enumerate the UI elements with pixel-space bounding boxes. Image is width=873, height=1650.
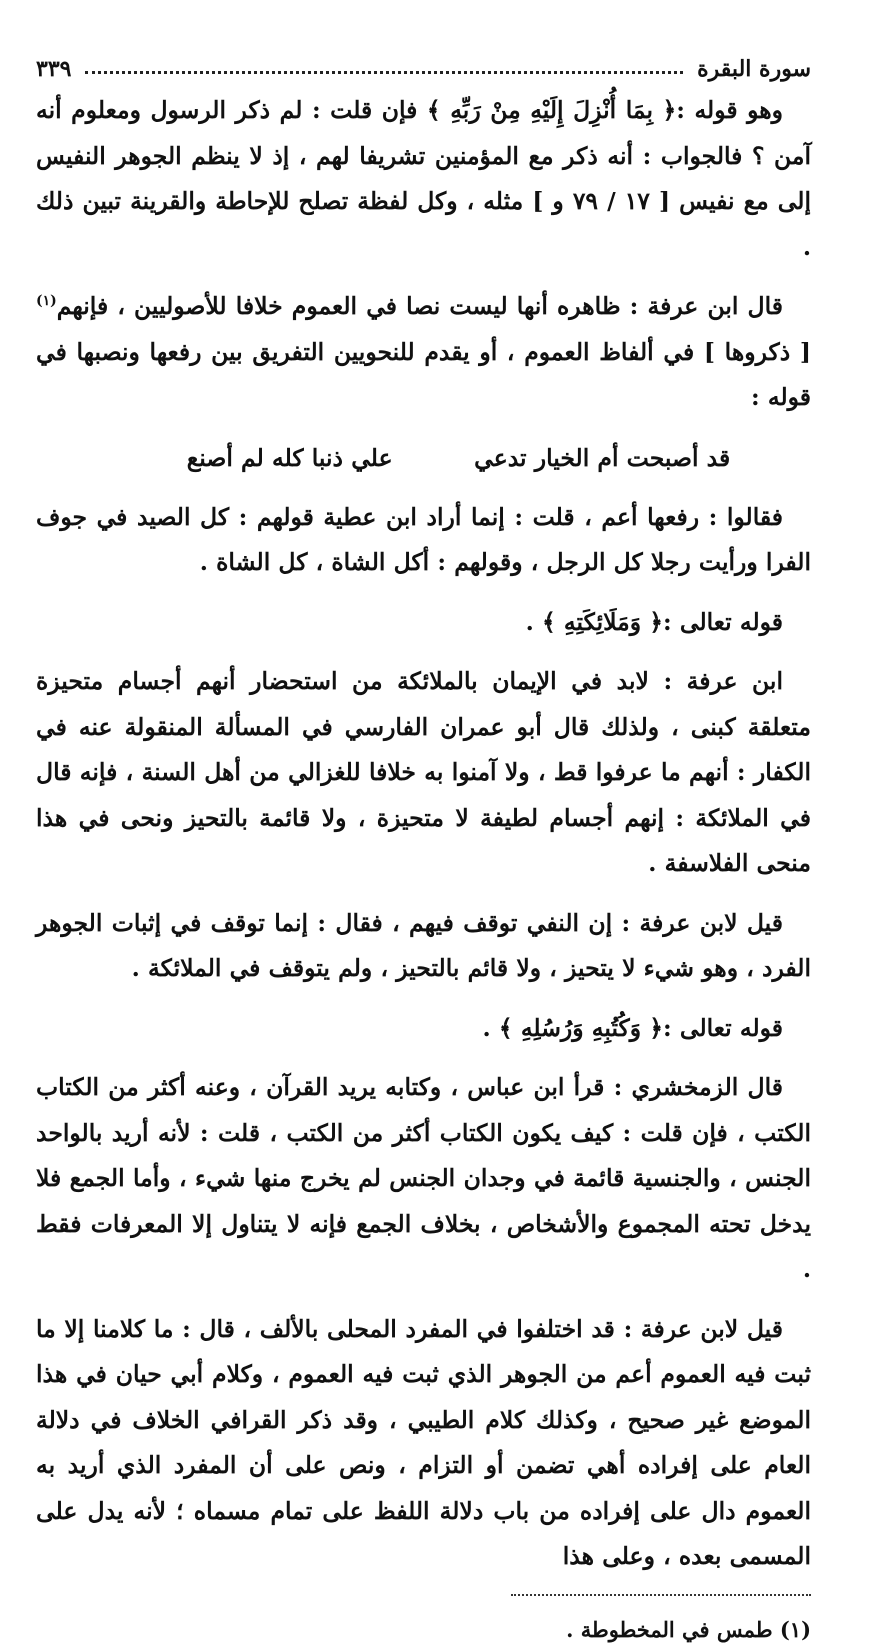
paragraph-2 (36, 284, 811, 421)
verse-hemistich-1: قد أصبحت أم الخيار تدعي (474, 443, 731, 472)
footnote-marker: (١) (36, 293, 57, 310)
page-body (36, 88, 811, 1580)
header-dotted-rule (85, 71, 683, 74)
verse-heading-books: قوله تعالى :﴿ وَكُتُبِهِ وَرُسُلِهِ ﴾ . (482, 1013, 783, 1042)
paragraph-2-continuation: [ ذكروها ] في ألفاظ العموم ، أو يقدم للنحويين التفريق بين رفعها ونصبها في قوله : (36, 337, 811, 411)
surah-title: سورة البقرة (697, 56, 811, 82)
paragraph-2-text: قال ابن عرفة : ظاهره أنها ليست نصا في العموم خلافا للأصوليين ، فإنهم (56, 292, 783, 320)
paragraph-1: وهو قوله :﴿ بِمَا أُنْزِلَ إِلَيْهِ مِنْ رَبِّهِ ﴾ فإن قلت : لم ذكر الرسول ومعلوم أنه آمن ؟ فالجواب : أنه ذكر مع المؤمنين تشريفا لهم ، إذ لا ينظم الجوهر النفيس إلى مع نفيس [ ١٧ / ٧٩ و ] مثله ، وكل لفظة تصلح للإحاطة والقرينة تبين ذلك . (36, 96, 811, 261)
paragraph-6: قال الزمخشري : قرأ ابن عباس ، وكتابه يريد القرآن ، وعنه أكثر من الكتاب الكتب ، فإن قلت : كيف يكون الكتاب أكثر من الكتب ، قلت : لأنه أريد بالواحد الجنس ، والجنسية قائمة في وجدان الجنس لم يخرج منها شيء ، وأما الجمع فلا يدخل تحته المجموع والأشخاص ، بخلاف الجمع فإنه لا يتناول إلا المعرفات فقط . (36, 1073, 811, 1283)
paragraph-7: قيل لابن عرفة : قد اختلفوا في المفرد المحلى بالألف ، قال : ما كلامنا إلا ما ثبت فيه العموم أعم من الجوهر الذي ثبت فيه العموم ، وكلام أبي حيان في هذا الموضع غير صحيح ، وكذلك كلام الطيبي ، وقد ذكر القرافي الخلاف في دلالة العام على إفراده أهي تضمن أو التزام ، ونص على أن المفرد الذي أريد به العموم دال على إفراده من باب دلالة اللفظ على تمام مسماه ؛ لأنه يدل على المسمى بعده ، وعلى هذا (36, 1314, 811, 1570)
poetry-verse (146, 435, 771, 481)
paragraph-4: ابن عرفة : لابد في الإيمان بالملائكة من استحضار أنهم أجسام متحيزة متعلقة كبنى ، ولذلك قال أبو عمران الفارسي في المسألة المنقولة عنه في الكفار : أنهم ما عرفوا قط ، ولا آمنوا به خلافا للغزالي من أهل السنة ، فإنه قال في الملائكة : إنهم أجسام لطيفة لا متحيزة ، ولا قائمة بالتحيز ونحى في هذا منحى الفلاسفة . (36, 667, 811, 877)
verse-heading-angels: قوله تعالى :﴿ وَمَلَائِكَتِهِ ﴾ . (525, 607, 783, 636)
verse-hemistich-2: علي ذنبا كله لم أصنع (186, 443, 393, 472)
paragraph-3: فقالوا : رفعها أعم ، قلت : إنما أراد ابن عطية قولهم : كل الصيد في جوف الفرا ورأيت رجلا كل الرجل ، وقولهم : أكل الشاة ، كل الشاة . (36, 502, 811, 576)
running-header (36, 44, 811, 82)
paragraph-5: قيل لابن عرفة : إن النفي توقف فيهم ، فقال : إنما توقف في إثبات الجوهر الفرد ، وهو شيء لا يتحيز ، ولا قائم بالتحيز ، ولم يتوقف في الملائكة . (36, 908, 811, 982)
footnote: (١) طمس في المخطوطة . (566, 1616, 811, 1642)
page-number: ٣٣٩ (36, 56, 72, 82)
footnote-divider (511, 1594, 811, 1596)
